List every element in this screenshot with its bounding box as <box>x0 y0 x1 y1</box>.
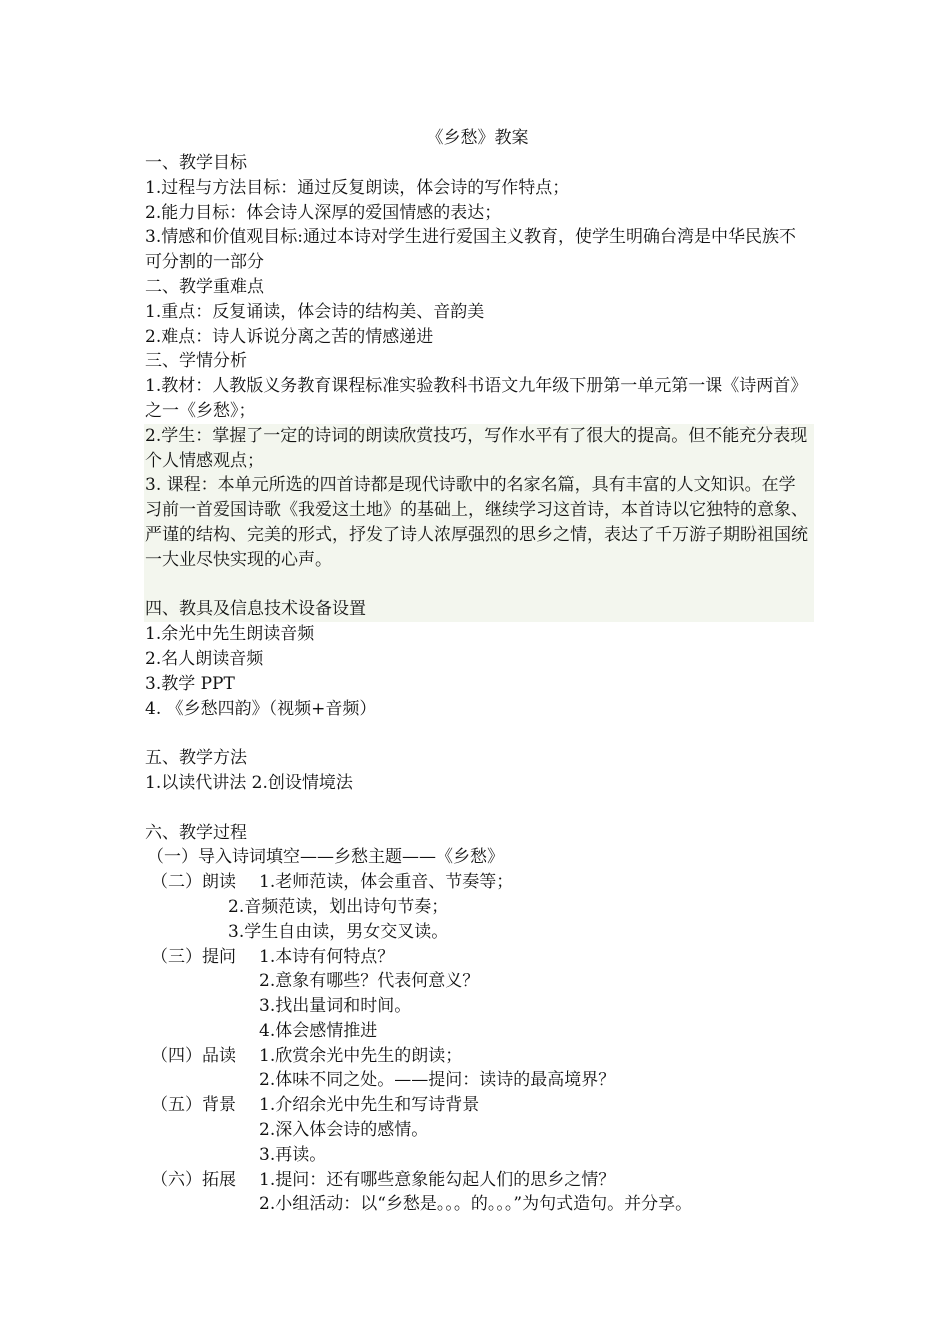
step-label: （二）朗读 <box>151 872 236 893</box>
process-step-row <box>145 920 810 945</box>
section-heading: 三、学情分析 <box>145 351 247 372</box>
step-item: 1.介绍余光中先生和写诗背景 <box>259 1095 480 1116</box>
section-heading: 五、教学方法 <box>145 748 247 769</box>
document-title: 《乡愁》教案 <box>426 128 529 148</box>
list-item: 2.难点：诗人诉说分离之苦的情感递进 <box>145 326 434 347</box>
blank-line <box>145 573 810 598</box>
step-item: 1.提问：还有哪些意象能勾起人们的思乡之情？ <box>259 1169 616 1190</box>
list-item: 1.以读代讲法 2.创设情境法 <box>145 772 353 793</box>
list-item: 1.过程与方法目标：通过反复朗读，体会诗的写作特点； <box>145 177 570 198</box>
process-step-row <box>145 994 810 1019</box>
process-step-row <box>145 1143 810 1168</box>
list-item: 1.余光中先生朗读音频 <box>145 624 315 645</box>
step-label: （三）提问 <box>151 946 236 967</box>
step-label: （一）导入诗词填空——乡愁主题——《乡愁》 <box>147 847 504 868</box>
list-item: 3.教学 PPT <box>145 673 235 694</box>
step-item: 1.本诗有何特点？ <box>259 946 395 967</box>
step-item: 2.深入体会诗的感情。 <box>259 1120 429 1141</box>
process-step-row <box>145 1019 810 1044</box>
section-heading: 二、教学重难点 <box>145 276 264 297</box>
process-step-row <box>145 895 810 920</box>
step-item: 1.老师范读，体会重音、节奏等； <box>259 872 514 893</box>
step-item: 2.音频范读，划出诗句节奏； <box>228 896 449 917</box>
list-item: 4. 《乡愁四韵》（视频+音频） <box>145 698 377 719</box>
list-item: 2.名人朗读音频 <box>145 648 264 669</box>
process-step-row <box>145 969 810 994</box>
step-item: 3.学生自由读，男女交叉读。 <box>228 921 449 942</box>
step-item: 2.体味不同之处。——提问：读诗的最高境界？ <box>259 1070 616 1091</box>
step-label: （六）拓展 <box>151 1169 236 1190</box>
list-item: 3.情感和价值观目标:通过本诗对学生进行爱国主义教育，使学生明确台湾是中华民族不可分割的一部分 <box>145 227 796 273</box>
step-label: （五）背景 <box>151 1095 236 1116</box>
step-item: 2.小组活动：以“乡愁是。。。的。。。”为句式造句。并分享。 <box>259 1194 693 1215</box>
process-step-row <box>145 1118 810 1143</box>
list-item: 2.学生：掌握了一定的诗词的朗读欣赏技巧，写作水平有了很大的提高。但不能充分表现个人情感观点； <box>145 425 808 471</box>
document-page <box>145 126 810 1217</box>
process-step-row <box>145 1168 810 1193</box>
step-label: （四）品读 <box>151 1045 236 1066</box>
step-item: 4.体会感情推进 <box>259 1020 378 1041</box>
section-heading: 一、教学目标 <box>145 153 247 173</box>
step-item: 3.找出量词和时间。 <box>259 996 412 1017</box>
list-item: 1.重点：反复诵读，体会诗的结构美、音韵美 <box>145 301 485 322</box>
step-item: 2.意象有哪些？代表何意义？ <box>259 971 480 992</box>
process-step-row <box>145 1068 810 1093</box>
section-heading: 六、教学过程 <box>145 822 247 843</box>
process-intro <box>145 845 810 870</box>
process-step-row <box>145 870 810 895</box>
step-item: 1.欣赏余光中先生的朗读； <box>259 1045 463 1066</box>
highlighted-block <box>144 424 814 622</box>
step-item: 3.再读。 <box>259 1144 327 1165</box>
blank-line <box>145 796 810 821</box>
process-step-row <box>145 1093 810 1118</box>
section-heading: 四、教具及信息技术设备设置 <box>145 599 366 620</box>
process-step-row <box>145 1044 810 1069</box>
list-item: 3. 课程：本单元所选的四首诗都是现代诗歌中的名家名篇，具有丰富的人文知识。在学习前一首爱国诗歌《我爱这土地》的基础上，继续学习这首诗，本首诗以它独特的意象、严谨的结构、完美的形式，抒发了诗人浓厚强烈的思乡之情，表达了千万游子期盼祖国统一大业尽快实现的心声。 <box>145 475 808 570</box>
process-step-row <box>145 1192 810 1217</box>
process-step-row <box>145 945 810 970</box>
blank-line <box>145 721 810 746</box>
list-item: 2.能力目标：体会诗人深厚的爱国情感的表达； <box>145 202 502 223</box>
list-item: 1.教材：人教版义务教育课程标准实验教科书语文九年级下册第一单元第一课《诗两首》之一《乡愁》； <box>145 376 808 421</box>
